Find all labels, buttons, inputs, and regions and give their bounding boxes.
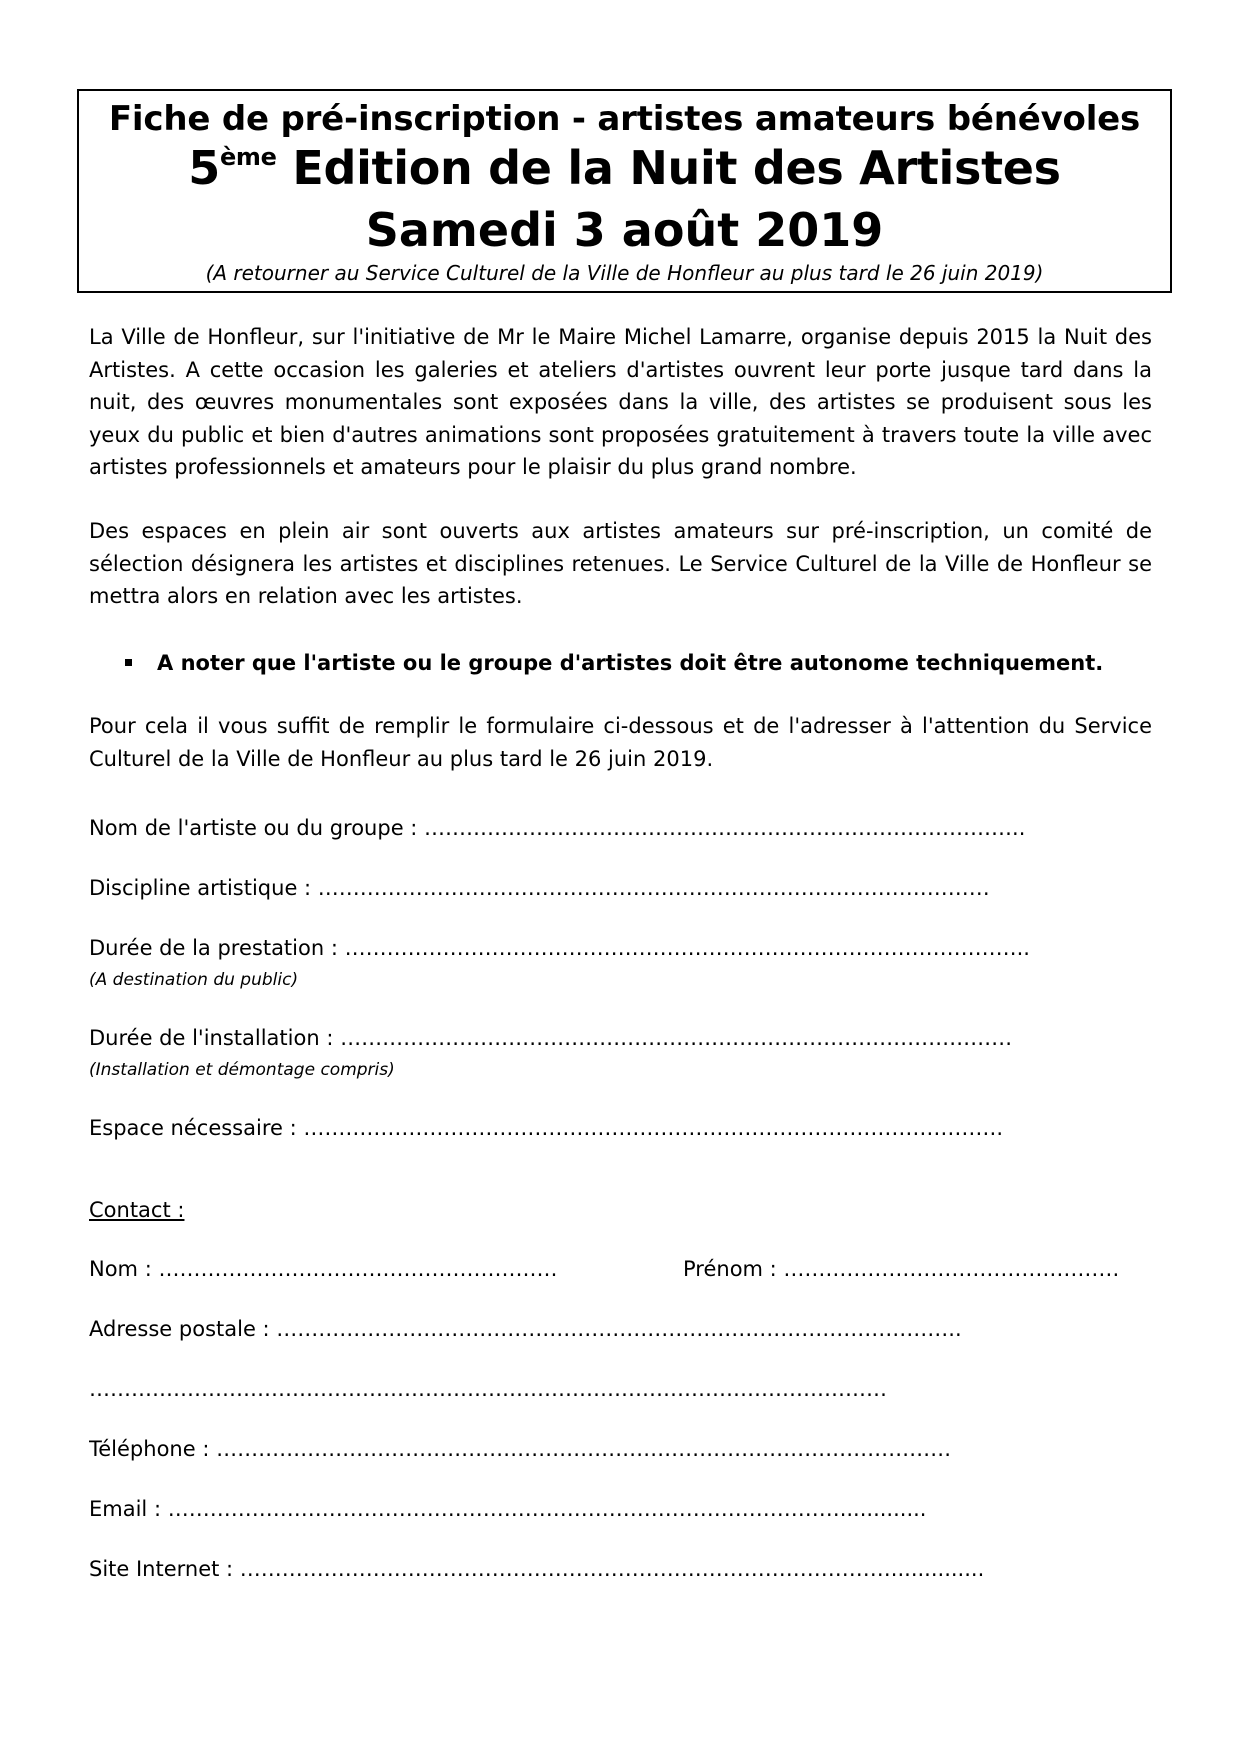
edition-title: [79, 141, 1170, 195]
postal-address-continued-field[interactable]: ……………………………………………………………………………………………………: [89, 1377, 887, 1401]
website-field[interactable]: Site Internet : …………………………………………………………………………………..............: [89, 1557, 985, 1581]
performance-duration-note: (A destination du public): [89, 970, 299, 990]
first-name-field[interactable]: Prénom : …………………………………………: [683, 1257, 1120, 1281]
bullet-square-icon: [125, 659, 132, 666]
instructions-paragraph: Pour cela il vous suffit de remplir le formulaire ci-dessous et de l'adresser à l'attention du Service Culturel de la Ville de Honfleur au plus tard le 26 juin 2019.: [89, 714, 1152, 771]
edition-name: Edition de la Nuit des Artistes: [276, 141, 1061, 195]
edition-suffix: ème: [219, 143, 277, 171]
space-needed-field[interactable]: Espace nécessaire : ……………………………………………………………………………………….: [89, 1116, 1004, 1140]
installation-duration-note: (Installation et démontage compris): [89, 1060, 395, 1080]
postal-address-field[interactable]: Adresse postale : ……………………………………………………………………………………..: [89, 1317, 962, 1341]
return-instructions: (A retourner au Service Culturel de la Ville de Honfleur au plus tard le 26 juin 2019): [205, 261, 1044, 285]
artist-name-field[interactable]: Nom de l'artiste ou du groupe : …………………………………………………………………………..: [89, 816, 1026, 840]
technical-note: [125, 651, 1103, 675]
intro-paragraph: La Ville de Honfleur, sur l'initiative de Mr le Maire Michel Lamarre, organise depuis 2015 la Nuit des Artistes. A cette occasion les galeries et ateliers d'artistes ouvrent leur porte jusque tard dans la nuit, des œuvres monumentales sont exposées dans la ville, des artistes se produisent sous les yeux du public et bien d'autres animations sont proposées gratuitement à travers toute la ville avec artistes professionnels et amateurs pour le plaisir du plus grand nombre.: [89, 325, 1152, 479]
last-name-field[interactable]: Nom : …………………………………………………: [89, 1257, 558, 1281]
email-field[interactable]: Email : …………………………………………………………………………………….............: [89, 1497, 927, 1521]
installation-duration-field[interactable]: Durée de l'installation : ……………………………………………………………………………………: [89, 1026, 1013, 1050]
discipline-field[interactable]: Discipline artistique : ……………………………………………………………………………………: [89, 876, 990, 900]
selection-paragraph: Des espaces en plein air sont ouverts aux artistes amateurs sur pré-inscription, un comité de sélection désignera les artistes et disciplines retenues. Le Service Culturel de la Ville de Honfleur se mettra alors en relation avec les artistes.: [89, 519, 1152, 608]
technical-note-text: A noter que l'artiste ou le groupe d'artistes doit être autonome techniquement.: [157, 651, 1104, 675]
edition-number: 5: [188, 141, 220, 195]
form-title: Fiche de pré-inscription - artistes amateurs bénévoles: [108, 99, 1141, 139]
contact-heading: Contact :: [89, 1198, 185, 1222]
performance-duration-field[interactable]: Durée de la prestation : ……………………………………………………………………………………..: [89, 936, 1030, 960]
event-date: Samedi 3 août 2019: [365, 203, 884, 257]
phone-field[interactable]: Téléphone : ……………………………………………………………………………………………: [89, 1437, 952, 1461]
title-box: [77, 89, 1172, 293]
